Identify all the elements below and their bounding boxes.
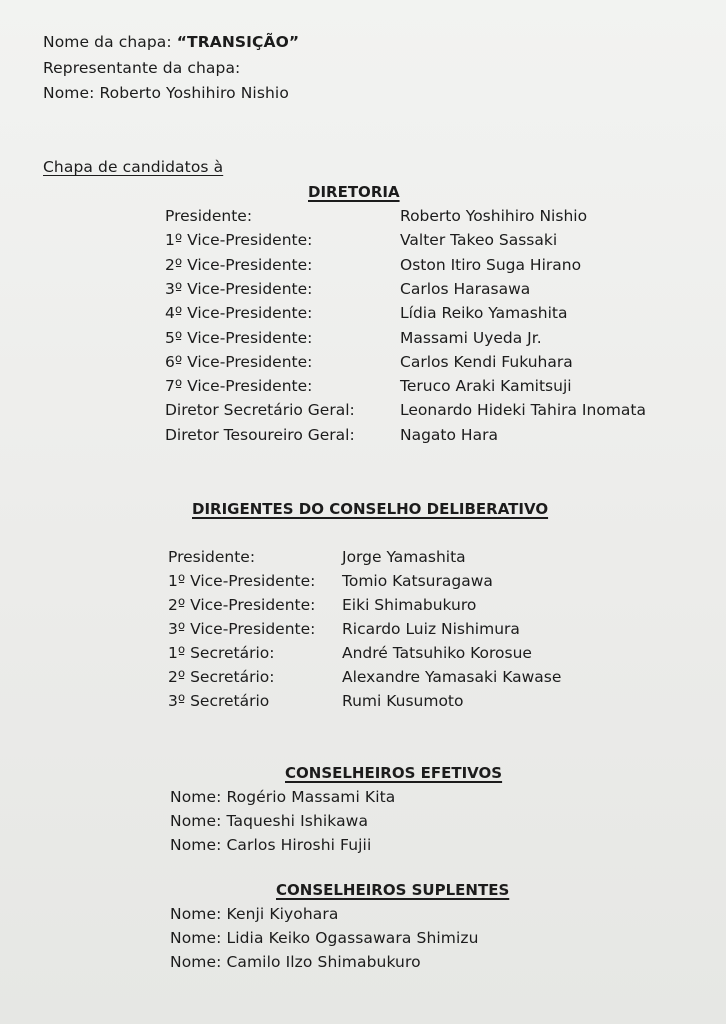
- suplente-item: Nome: Camilo Ilzo Shimabukuro: [170, 953, 421, 971]
- diretoria-row: [0, 206, 726, 226]
- diretoria-row: [0, 255, 726, 275]
- diretoria-name: Massami Uyeda Jr.: [400, 328, 542, 347]
- conselho-role: 3º Secretário: [168, 692, 270, 710]
- intro-text: Chapa de candidatos à: [43, 158, 224, 176]
- suplentes-heading: CONSELHEIROS SUPLENTES: [276, 881, 510, 899]
- diretoria-name: Carlos Kendi Fukuhara: [400, 352, 573, 371]
- conselho-row: [0, 595, 726, 615]
- diretoria-role: 1º Vice-Presidente:: [165, 231, 313, 250]
- diretoria-heading: DIRETORIA: [308, 183, 400, 201]
- conselho-row: [0, 619, 726, 639]
- suplente-item: Nome: Lidia Keiko Ogassawara Shimizu: [170, 929, 479, 947]
- conselho-row: [0, 547, 726, 567]
- diretoria-role: 6º Vice-Presidente:: [165, 352, 313, 371]
- diretoria-row: [0, 352, 726, 372]
- diretoria-row: [0, 230, 726, 250]
- efetivo-item: Nome: Carlos Hiroshi Fujii: [170, 836, 372, 854]
- diretoria-row: [0, 400, 726, 420]
- diretoria-name: Teruco Araki Kamitsuji: [400, 377, 572, 396]
- conselho-name: Eiki Shimabukuro: [342, 596, 477, 614]
- diretoria-role: 7º Vice-Presidente:: [165, 377, 313, 396]
- chapa-name-line: [43, 32, 299, 52]
- conselho-role: 1º Secretário:: [168, 644, 275, 662]
- efetivos-heading: CONSELHEIROS EFETIVOS: [285, 764, 503, 782]
- conselho-row: [0, 571, 726, 591]
- diretoria-role: Diretor Secretário Geral:: [165, 401, 355, 420]
- conselho-role: 2º Vice-Presidente:: [168, 596, 316, 614]
- diretoria-name: Oston Itiro Suga Hirano: [400, 255, 582, 274]
- representante-name: Nome: Roberto Yoshihiro Nishio: [43, 84, 289, 102]
- conselho-row: [0, 667, 726, 687]
- conselho-role: 2º Secretário:: [168, 668, 275, 686]
- diretoria-name: Leonardo Hideki Tahira Inomata: [400, 401, 646, 420]
- diretoria-name: Carlos Harasawa: [400, 279, 531, 298]
- conselho-row: [0, 643, 726, 663]
- efetivo-item: Nome: Taqueshi Ishikawa: [170, 812, 369, 830]
- representante-label: Representante da chapa:: [43, 59, 241, 77]
- conselho-row: [0, 691, 726, 711]
- chapa-name-label: Nome da chapa:: [43, 33, 177, 51]
- diretoria-row: [0, 279, 726, 299]
- efetivo-item: Nome: Rogério Massami Kita: [170, 788, 396, 806]
- diretoria-name: Valter Takeo Sassaki: [400, 231, 558, 250]
- conselho-name: Ricardo Luiz Nishimura: [342, 620, 520, 638]
- conselho-role: 1º Vice-Presidente:: [168, 572, 316, 590]
- diretoria-role: 4º Vice-Presidente:: [165, 304, 313, 323]
- conselho-name: Tomio Katsuragawa: [342, 572, 493, 590]
- diretoria-name: Nagato Hara: [400, 425, 498, 444]
- diretoria-row: [0, 376, 726, 396]
- diretoria-role: Presidente:: [165, 207, 253, 225]
- diretoria-name: Roberto Yoshihiro Nishio: [400, 207, 588, 225]
- diretoria-role: 3º Vice-Presidente:: [165, 279, 313, 298]
- chapa-name-value: “TRANSIÇÃO”: [176, 33, 300, 51]
- diretoria-role: 2º Vice-Presidente:: [165, 255, 313, 274]
- suplente-item: Nome: Kenji Kiyohara: [170, 905, 339, 923]
- diretoria-row: [0, 303, 726, 323]
- conselho-role: 3º Vice-Presidente:: [168, 620, 316, 638]
- diretoria-row: [0, 425, 726, 445]
- conselho-role: Presidente:: [168, 548, 256, 566]
- conselho-name: André Tatsuhiko Korosue: [342, 644, 532, 662]
- conselho-name: Alexandre Yamasaki Kawase: [342, 668, 562, 686]
- diretoria-row: [0, 328, 726, 348]
- conselho-heading: DIRIGENTES DO CONSELHO DELIBERATIVO: [192, 500, 549, 518]
- conselho-name: Rumi Kusumoto: [342, 692, 464, 710]
- diretoria-role: 5º Vice-Presidente:: [165, 328, 313, 347]
- diretoria-name: Lídia Reiko Yamashita: [400, 304, 568, 323]
- conselho-name: Jorge Yamashita: [342, 548, 466, 566]
- diretoria-role: Diretor Tesoureiro Geral:: [165, 425, 355, 444]
